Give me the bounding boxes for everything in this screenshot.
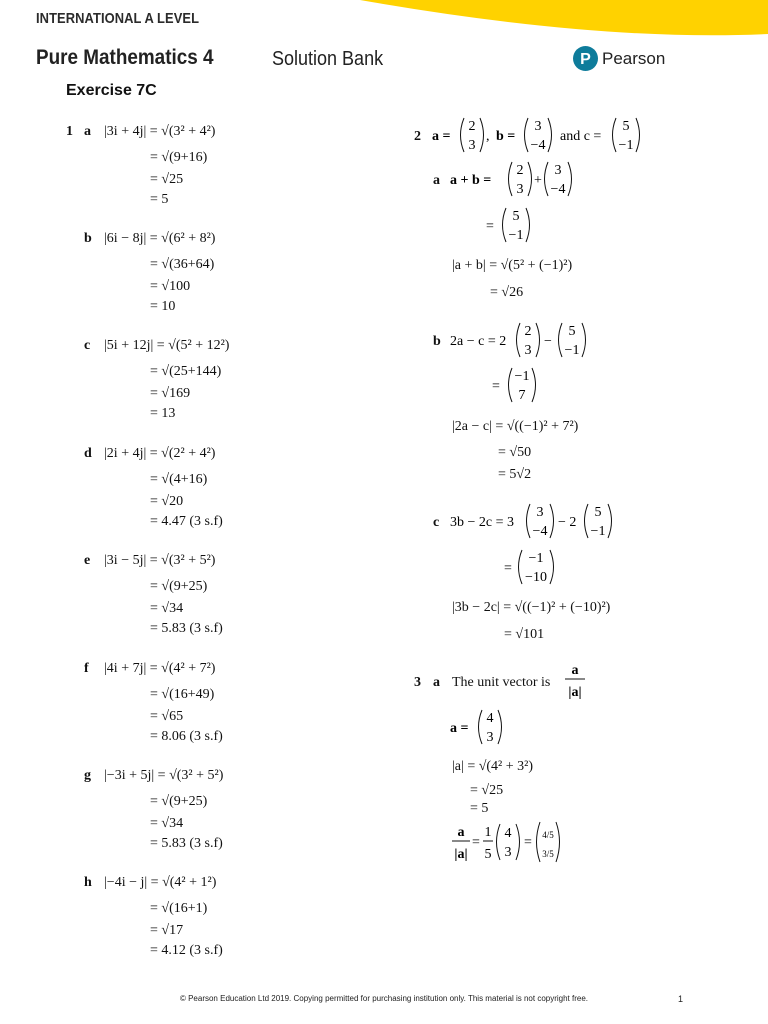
publisher-name: Pearson [602, 49, 666, 68]
q1-part-label: g [84, 768, 91, 783]
q3-unit-vector [450, 820, 570, 866]
q3a-label: a [433, 675, 440, 690]
q2c-label: c [433, 515, 440, 530]
vector-entry: −1 [564, 343, 580, 358]
vector-entry: 3/5 [542, 849, 554, 859]
q2a-modulus-result: = √26 [490, 285, 524, 300]
q1-working-line: = √(25+144) [150, 364, 222, 379]
fraction-denominator: |a| [568, 685, 582, 700]
q2b-lhs: 2a − c = 2 [450, 334, 507, 349]
q2b-modulus-result: = √50 [498, 445, 532, 460]
svg-text:,: , [486, 129, 490, 144]
q1-modulus-line: |−4i − j| = √(4² + 1²) [104, 875, 217, 890]
q2b-modulus-simplified: = 5√2 [498, 467, 532, 482]
vector-entry: 3 [554, 163, 562, 178]
q3-modulus: |a| = √(4² + 3²) [452, 759, 534, 774]
vector-entry: 3 [516, 182, 524, 197]
q2b-expression [450, 317, 600, 363]
vector-entry: 4 [504, 826, 512, 841]
q1-working-line: = √(16+1) [150, 901, 208, 916]
vector-entry: −1 [590, 524, 606, 539]
q1-working-line: = √25 [150, 172, 184, 187]
q1-working-line: = 5.83 (3 s.f) [150, 836, 223, 851]
vector-entry: 4 [486, 711, 494, 726]
q2-c-eq: and c = [560, 129, 602, 144]
q2c-result [496, 544, 566, 590]
q2-a-eq: a = [432, 129, 451, 144]
q2a-modulus: |a + b| = √(5² + (−1)²) [452, 258, 573, 273]
q1-modulus-line: |5i + 12j| = √(5² + 12²) [104, 338, 230, 353]
q2b-result [484, 362, 544, 408]
q1-working-line: = √(16+49) [150, 687, 215, 702]
q2b-modulus: |2a − c| = √((−1)² + 7²) [452, 419, 579, 434]
q2c-modulus-result: = √101 [504, 627, 545, 642]
q2-b-eq: b = [496, 129, 516, 144]
q2c-modulus: |3b − 2c| = √((−1)² + (−10)²) [452, 600, 611, 615]
vector-entry: 3 [468, 138, 476, 153]
q3-modulus-result: = 5 [470, 801, 489, 816]
q2-c-vector [613, 118, 640, 153]
q1-working-line: = √(4+16) [150, 472, 208, 487]
page-number: 1 [678, 994, 684, 1004]
q2a-result [484, 202, 544, 248]
q1-working-line: = √169 [150, 386, 191, 401]
banner-yellow-swoosh [360, 0, 768, 35]
q1-modulus-line: |6i − 8j| = √(6² + 8²) [104, 231, 216, 246]
svg-text:=: = [486, 219, 494, 234]
q1-working-line: = √100 [150, 279, 191, 294]
q1-part-label: d [84, 446, 92, 461]
vector-entry: −4 [550, 182, 566, 197]
vector-entry: 7 [518, 388, 526, 403]
level-label: INTERNATIONAL A LEVEL [36, 10, 200, 27]
vector-entry: 5 [568, 324, 576, 339]
q1-modulus-line: |3i + 4j| = √(3² + 4²) [104, 124, 216, 139]
q1-part-label: f [84, 661, 89, 676]
q1-working-line: = √(36+64) [150, 257, 215, 272]
q1-working-line: = √34 [150, 816, 184, 831]
copyright-footer: © Pearson Education Ltd 2019. Copying permitted for purchasing institution only. This material is not copyright free. [179, 994, 589, 1003]
vector-entry: −1 [508, 228, 524, 243]
page-subtitle: Solution Bank [272, 48, 384, 70]
q1-working-line: = √20 [150, 494, 184, 509]
svg-text:P: P [580, 51, 591, 68]
fraction-numerator: a [457, 825, 465, 840]
pearson-logo-icon [573, 46, 598, 71]
vector-entry: 2 [524, 324, 532, 339]
q3-a-vector [450, 704, 520, 750]
coefficient-denominator: 5 [484, 847, 492, 862]
q1-working-line: = √(9+25) [150, 794, 208, 809]
q1-part-label: e [84, 553, 91, 568]
q1-working-line: = 10 [150, 299, 176, 314]
q1-working-line: = √(9+25) [150, 579, 208, 594]
operator: + [534, 173, 542, 188]
q1-working-line: = 5 [150, 192, 169, 207]
vector-entry: 5 [512, 209, 520, 224]
q2a-label: a [433, 173, 440, 188]
q1-part-label: c [84, 338, 91, 353]
svg-text:=: = [504, 561, 512, 576]
q1-working-line: = √65 [150, 709, 184, 724]
q3-unit-fraction [562, 660, 592, 704]
q3-intro: The unit vector is [452, 675, 551, 690]
svg-text:=: = [492, 379, 500, 394]
fraction-numerator: a [571, 663, 579, 678]
q2-a-vector [461, 118, 484, 153]
page-title: Pure Mathematics 4 [36, 46, 214, 69]
fraction-denominator: |a| [454, 847, 468, 862]
vector-entry: 4/5 [542, 830, 554, 840]
q1-working-line: = 5.83 (3 s.f) [150, 621, 223, 636]
q2c-expression [450, 498, 620, 544]
q1-working-line: = √34 [150, 601, 184, 616]
q1-working-line: = √(9+16) [150, 150, 208, 165]
vector-entry: 3 [486, 730, 494, 745]
q2-b-vector [525, 118, 552, 153]
q2-number: 2 [414, 129, 421, 144]
vector-entry: 3 [504, 845, 512, 860]
vector-entry: −10 [525, 570, 547, 585]
vector-entry: 5 [622, 119, 630, 134]
coefficient-numerator: 1 [484, 825, 492, 840]
q1-part-label: a [84, 124, 91, 139]
vector-entry: −1 [514, 369, 530, 384]
vector-entry: 2 [468, 119, 476, 134]
vector-entry: −1 [528, 551, 544, 566]
q1-part-label: b [84, 231, 92, 246]
q1-modulus-line: |2i + 4j| = √(2² + 4²) [104, 446, 216, 461]
q3-a-eq: a = [450, 721, 469, 736]
vector-entry: 3 [524, 343, 532, 358]
operator: − [544, 334, 552, 349]
q3-number: 3 [414, 675, 421, 690]
q2-given-vectors [430, 112, 660, 158]
svg-text:=: = [472, 835, 480, 850]
q1-modulus-line: |4i + 7j| = √(4² + 7²) [104, 661, 216, 676]
svg-text:=: = [524, 835, 532, 850]
q2c-lhs: 3b − 2c = 3 [450, 515, 515, 530]
q1-number: 1 [66, 124, 73, 139]
q1-modulus-line: |3i − 5j| = √(3² + 5²) [104, 553, 216, 568]
vector-entry: −4 [532, 524, 548, 539]
q1-working-line: = 13 [150, 406, 176, 421]
q2a-lhs: a + b = [450, 173, 492, 188]
q1-working-line: = 8.06 (3 s.f) [150, 729, 223, 744]
q1-working-line: = √17 [150, 923, 184, 938]
vector-entry: 5 [594, 505, 602, 520]
vector-entry: 3 [534, 119, 542, 134]
exercise-heading: Exercise 7C [66, 82, 157, 99]
q1-modulus-line: |−3i + 5j| = √(3² + 5²) [104, 768, 224, 783]
q1-working-line: = 4.47 (3 s.f) [150, 514, 223, 529]
q2b-label: b [433, 334, 441, 349]
vector-entry: −1 [618, 138, 634, 153]
operator: − 2 [558, 515, 577, 530]
vector-entry: 3 [536, 505, 544, 520]
q1-working-line: = 4.12 (3 s.f) [150, 943, 223, 958]
vector-entry: 2 [516, 163, 524, 178]
vector-entry: −4 [530, 138, 546, 153]
q2a-sum [450, 156, 590, 202]
q1-part-label: h [84, 875, 92, 890]
q3-modulus-step: = √25 [470, 783, 504, 798]
